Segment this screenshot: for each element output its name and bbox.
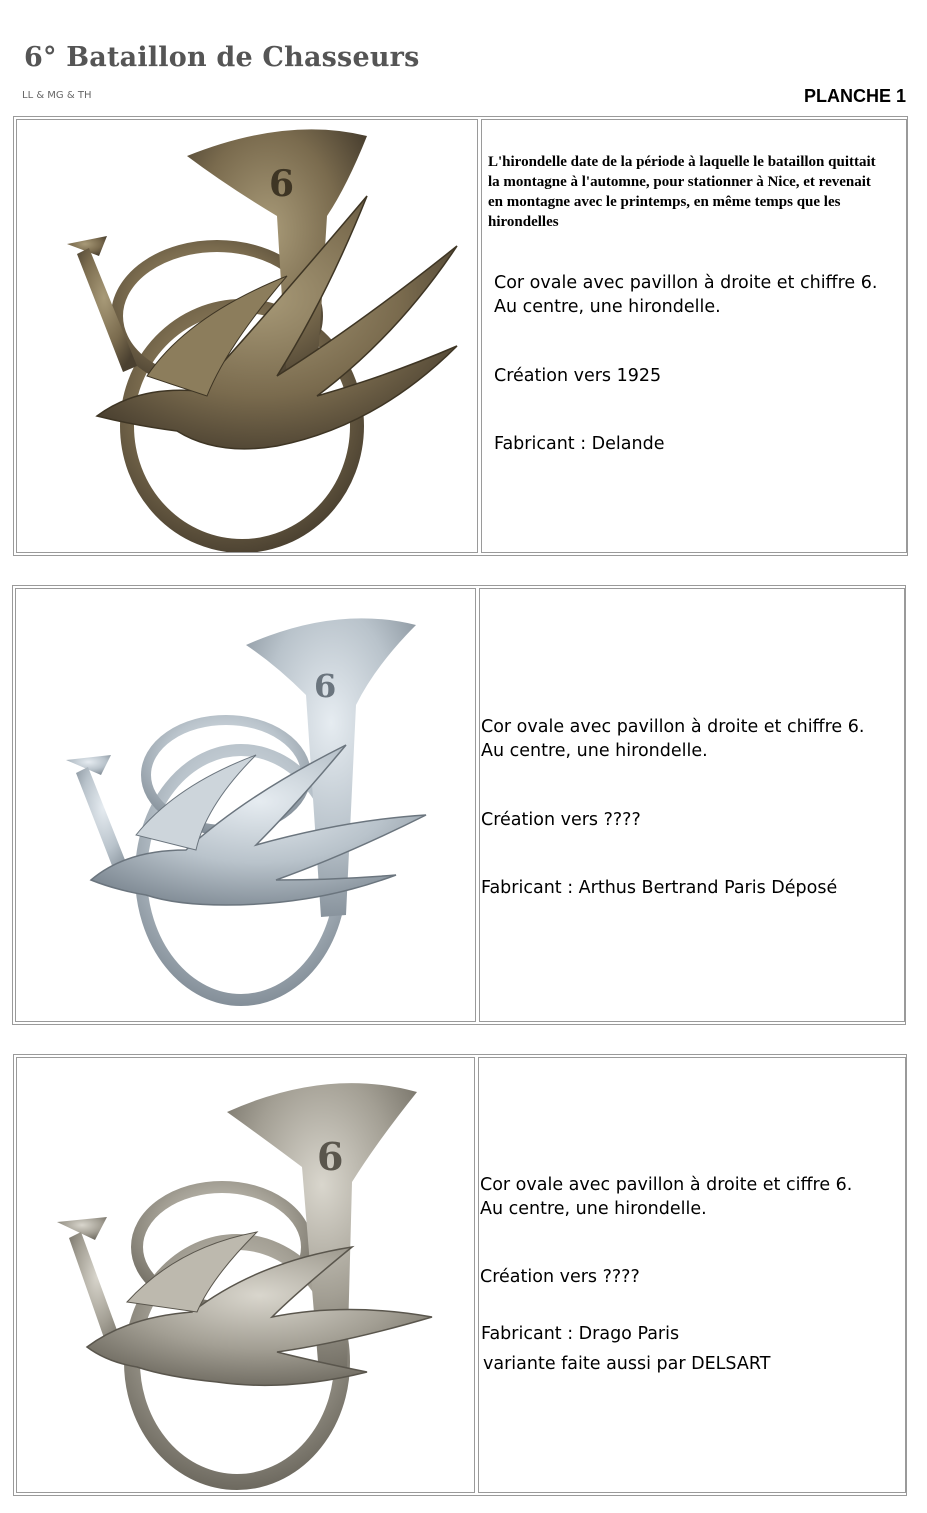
badge-panel-1 — [13, 116, 908, 556]
badge-text-cell-2 — [479, 588, 905, 1022]
badge-image-2 — [16, 589, 476, 1022]
badge-image-cell-3 — [16, 1057, 475, 1493]
badge-text-cell-1 — [481, 119, 907, 553]
badge-panel-2 — [12, 585, 906, 1025]
badge-intro-1: L'hirondelle date de la période à laquelle le bataillon quittait la montagne à l'automne, pour stationner à Nice, et revenait en montagne avec le printemps, en même temps que les hirondelles — [488, 154, 876, 230]
badge-fabricant-1: Fabricant : Delande — [494, 434, 665, 454]
badge-description-2: Cor ovale avec pavillon à droite et chiffre 6. Au centre, une hirondelle. — [481, 717, 865, 761]
badge-image-cell-1 — [16, 119, 478, 553]
badge-creation-2: Création vers ???? — [481, 810, 641, 830]
numeral-6-1: 6 — [269, 163, 295, 205]
badge-text-cell-3 — [478, 1057, 906, 1493]
badge-description-1: Cor ovale avec pavillon à droite et chiffre 6. Au centre, une hirondelle. — [494, 273, 878, 317]
badge-fabricant-2: Fabricant : Arthus Bertrand Paris Déposé — [481, 878, 838, 898]
authors-credit: LL & MG & TH — [22, 90, 92, 101]
badge-description-3: Cor ovale avec pavillon à droite et ciffre 6. Au centre, une hirondelle. — [480, 1175, 853, 1219]
badge-image-3 — [17, 1058, 475, 1493]
badge-creation-1: Création vers 1925 — [494, 366, 662, 386]
badge-image-1 — [17, 120, 478, 553]
badge-panel-3 — [13, 1054, 907, 1496]
page-title: 6° Bataillon de Chasseurs — [24, 42, 420, 73]
planche-label: PLANCHE 1 — [803, 86, 906, 106]
badge-note-3: variante faite aussi par DELSART — [483, 1354, 771, 1374]
badge-fabricant-3: Fabricant : Drago Paris — [481, 1324, 680, 1344]
numeral-6-2: 6 — [314, 667, 337, 705]
numeral-6-3: 6 — [317, 1134, 344, 1179]
badge-image-cell-2 — [15, 588, 476, 1022]
badge-creation-3: Création vers ???? — [480, 1267, 640, 1287]
